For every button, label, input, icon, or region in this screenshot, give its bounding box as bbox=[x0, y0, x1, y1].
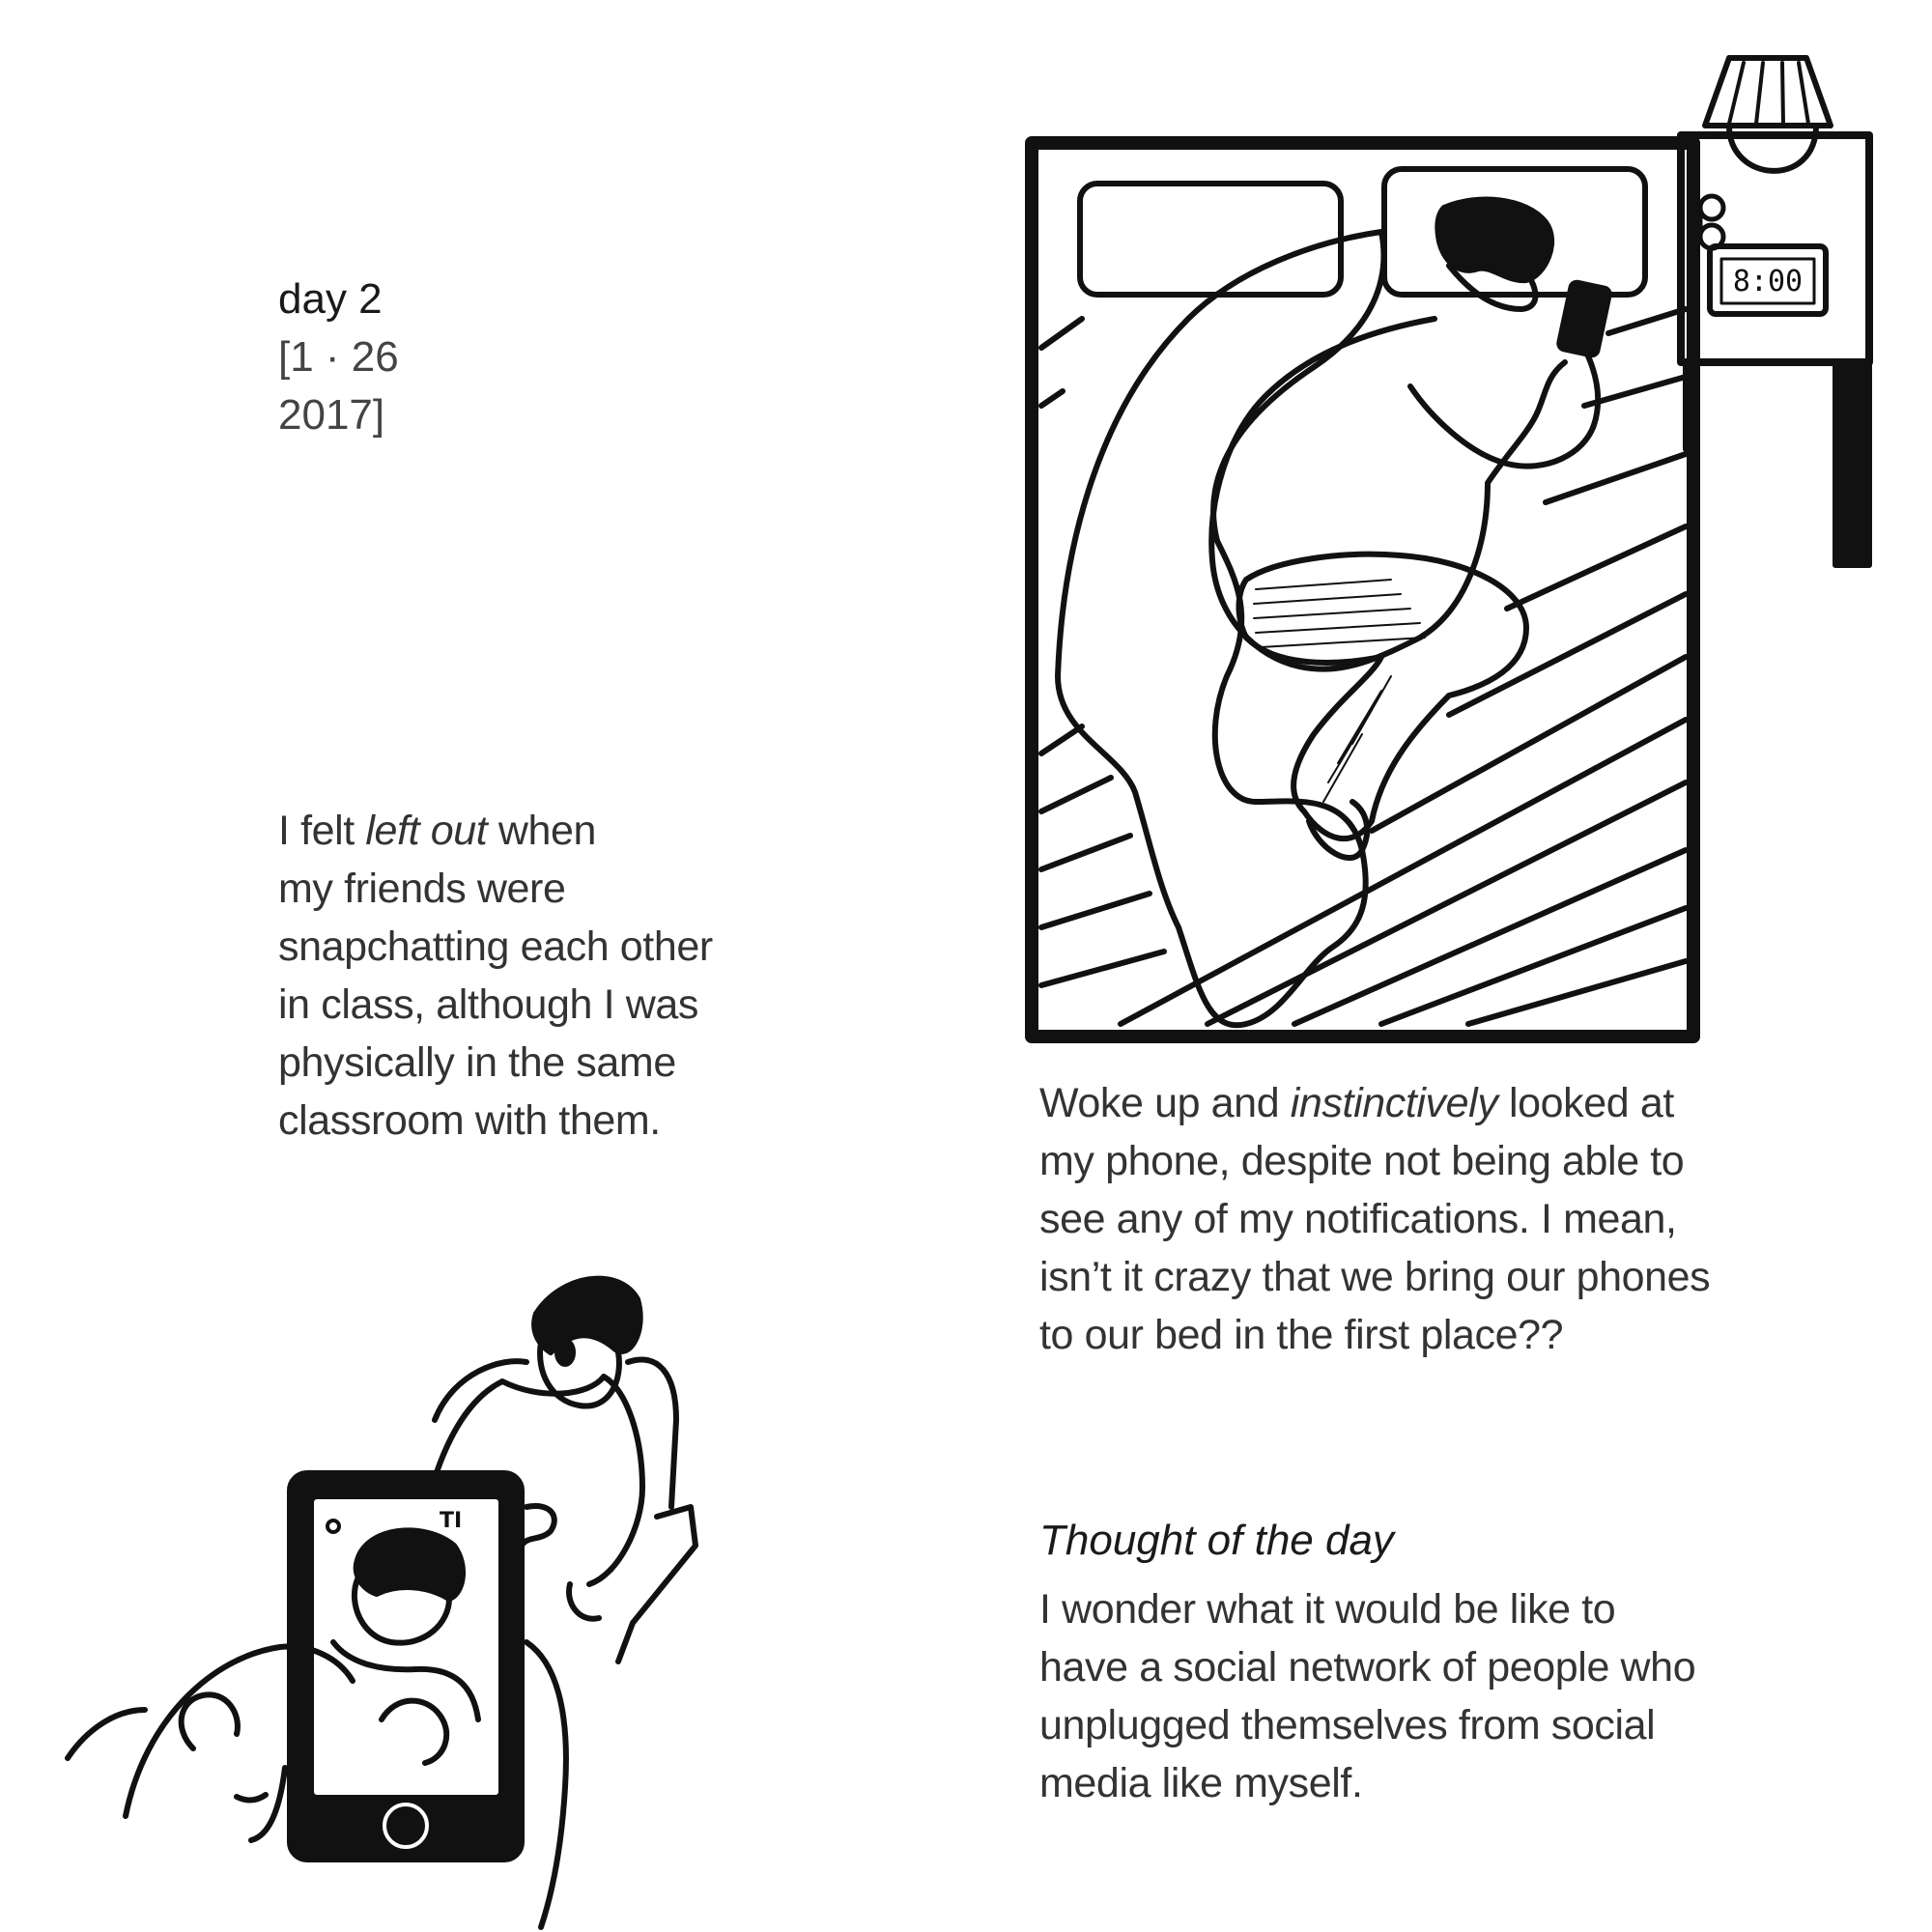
chair-arm bbox=[618, 1507, 696, 1662]
left-paragraph-line: my friends were bbox=[278, 866, 566, 912]
emphasis-text: instinctively bbox=[1290, 1080, 1498, 1126]
foreground-person-ear bbox=[182, 1694, 238, 1748]
foreground-person-hair-line bbox=[68, 1710, 145, 1758]
left-paragraph-line: physically in the same bbox=[278, 1039, 676, 1086]
thought-paragraph-line: I wonder what it would be like to bbox=[1039, 1586, 1616, 1633]
left-paragraph-line: classroom with them. bbox=[278, 1097, 661, 1144]
thought-paragraph-line: media like myself. bbox=[1039, 1760, 1363, 1806]
day-title: day 2 bbox=[278, 275, 383, 323]
thought-paragraph-line: unplugged themselves from social bbox=[1039, 1702, 1656, 1748]
seated-person-hand-2 bbox=[569, 1584, 599, 1619]
left-paragraph-line: snapchatting each other bbox=[278, 923, 713, 970]
thought-paragraph-line: have a social network of people who bbox=[1039, 1644, 1696, 1690]
seated-person-hand bbox=[522, 1506, 554, 1546]
emphasis-text: left out bbox=[365, 808, 488, 854]
thought-title: Thought of the day bbox=[1039, 1517, 1394, 1564]
text-span: I felt bbox=[278, 808, 366, 854]
text-span: looked at bbox=[1497, 1080, 1674, 1126]
screen-face-hair bbox=[356, 1530, 463, 1599]
right-paragraph-line: isn’t it crazy that we bring our phones bbox=[1039, 1254, 1711, 1300]
right-paragraph-line: my phone, despite not being able to bbox=[1039, 1138, 1685, 1184]
foreground-person-face bbox=[251, 1768, 285, 1840]
right-paragraph-line: see any of my notifications. I mean, bbox=[1039, 1196, 1677, 1242]
alarm-clock-time: 8:00 bbox=[1732, 265, 1804, 298]
day-date-line-2: 2017] bbox=[278, 391, 385, 439]
seated-person-mouth bbox=[557, 1341, 573, 1364]
day-date-line-1: [1 · 26 bbox=[278, 333, 399, 381]
text-span: when bbox=[487, 808, 597, 854]
seated-person-head bbox=[534, 1279, 640, 1352]
screen-signal-text: TI bbox=[440, 1509, 463, 1533]
right-paragraph-line: to our bed in the first place?? bbox=[1039, 1312, 1564, 1358]
left-paragraph-line: in class, although I was bbox=[278, 981, 698, 1028]
foreground-person-arm bbox=[526, 1642, 566, 1927]
foreground-person-smile bbox=[237, 1795, 266, 1801]
text-span: Woke up and bbox=[1039, 1080, 1291, 1126]
